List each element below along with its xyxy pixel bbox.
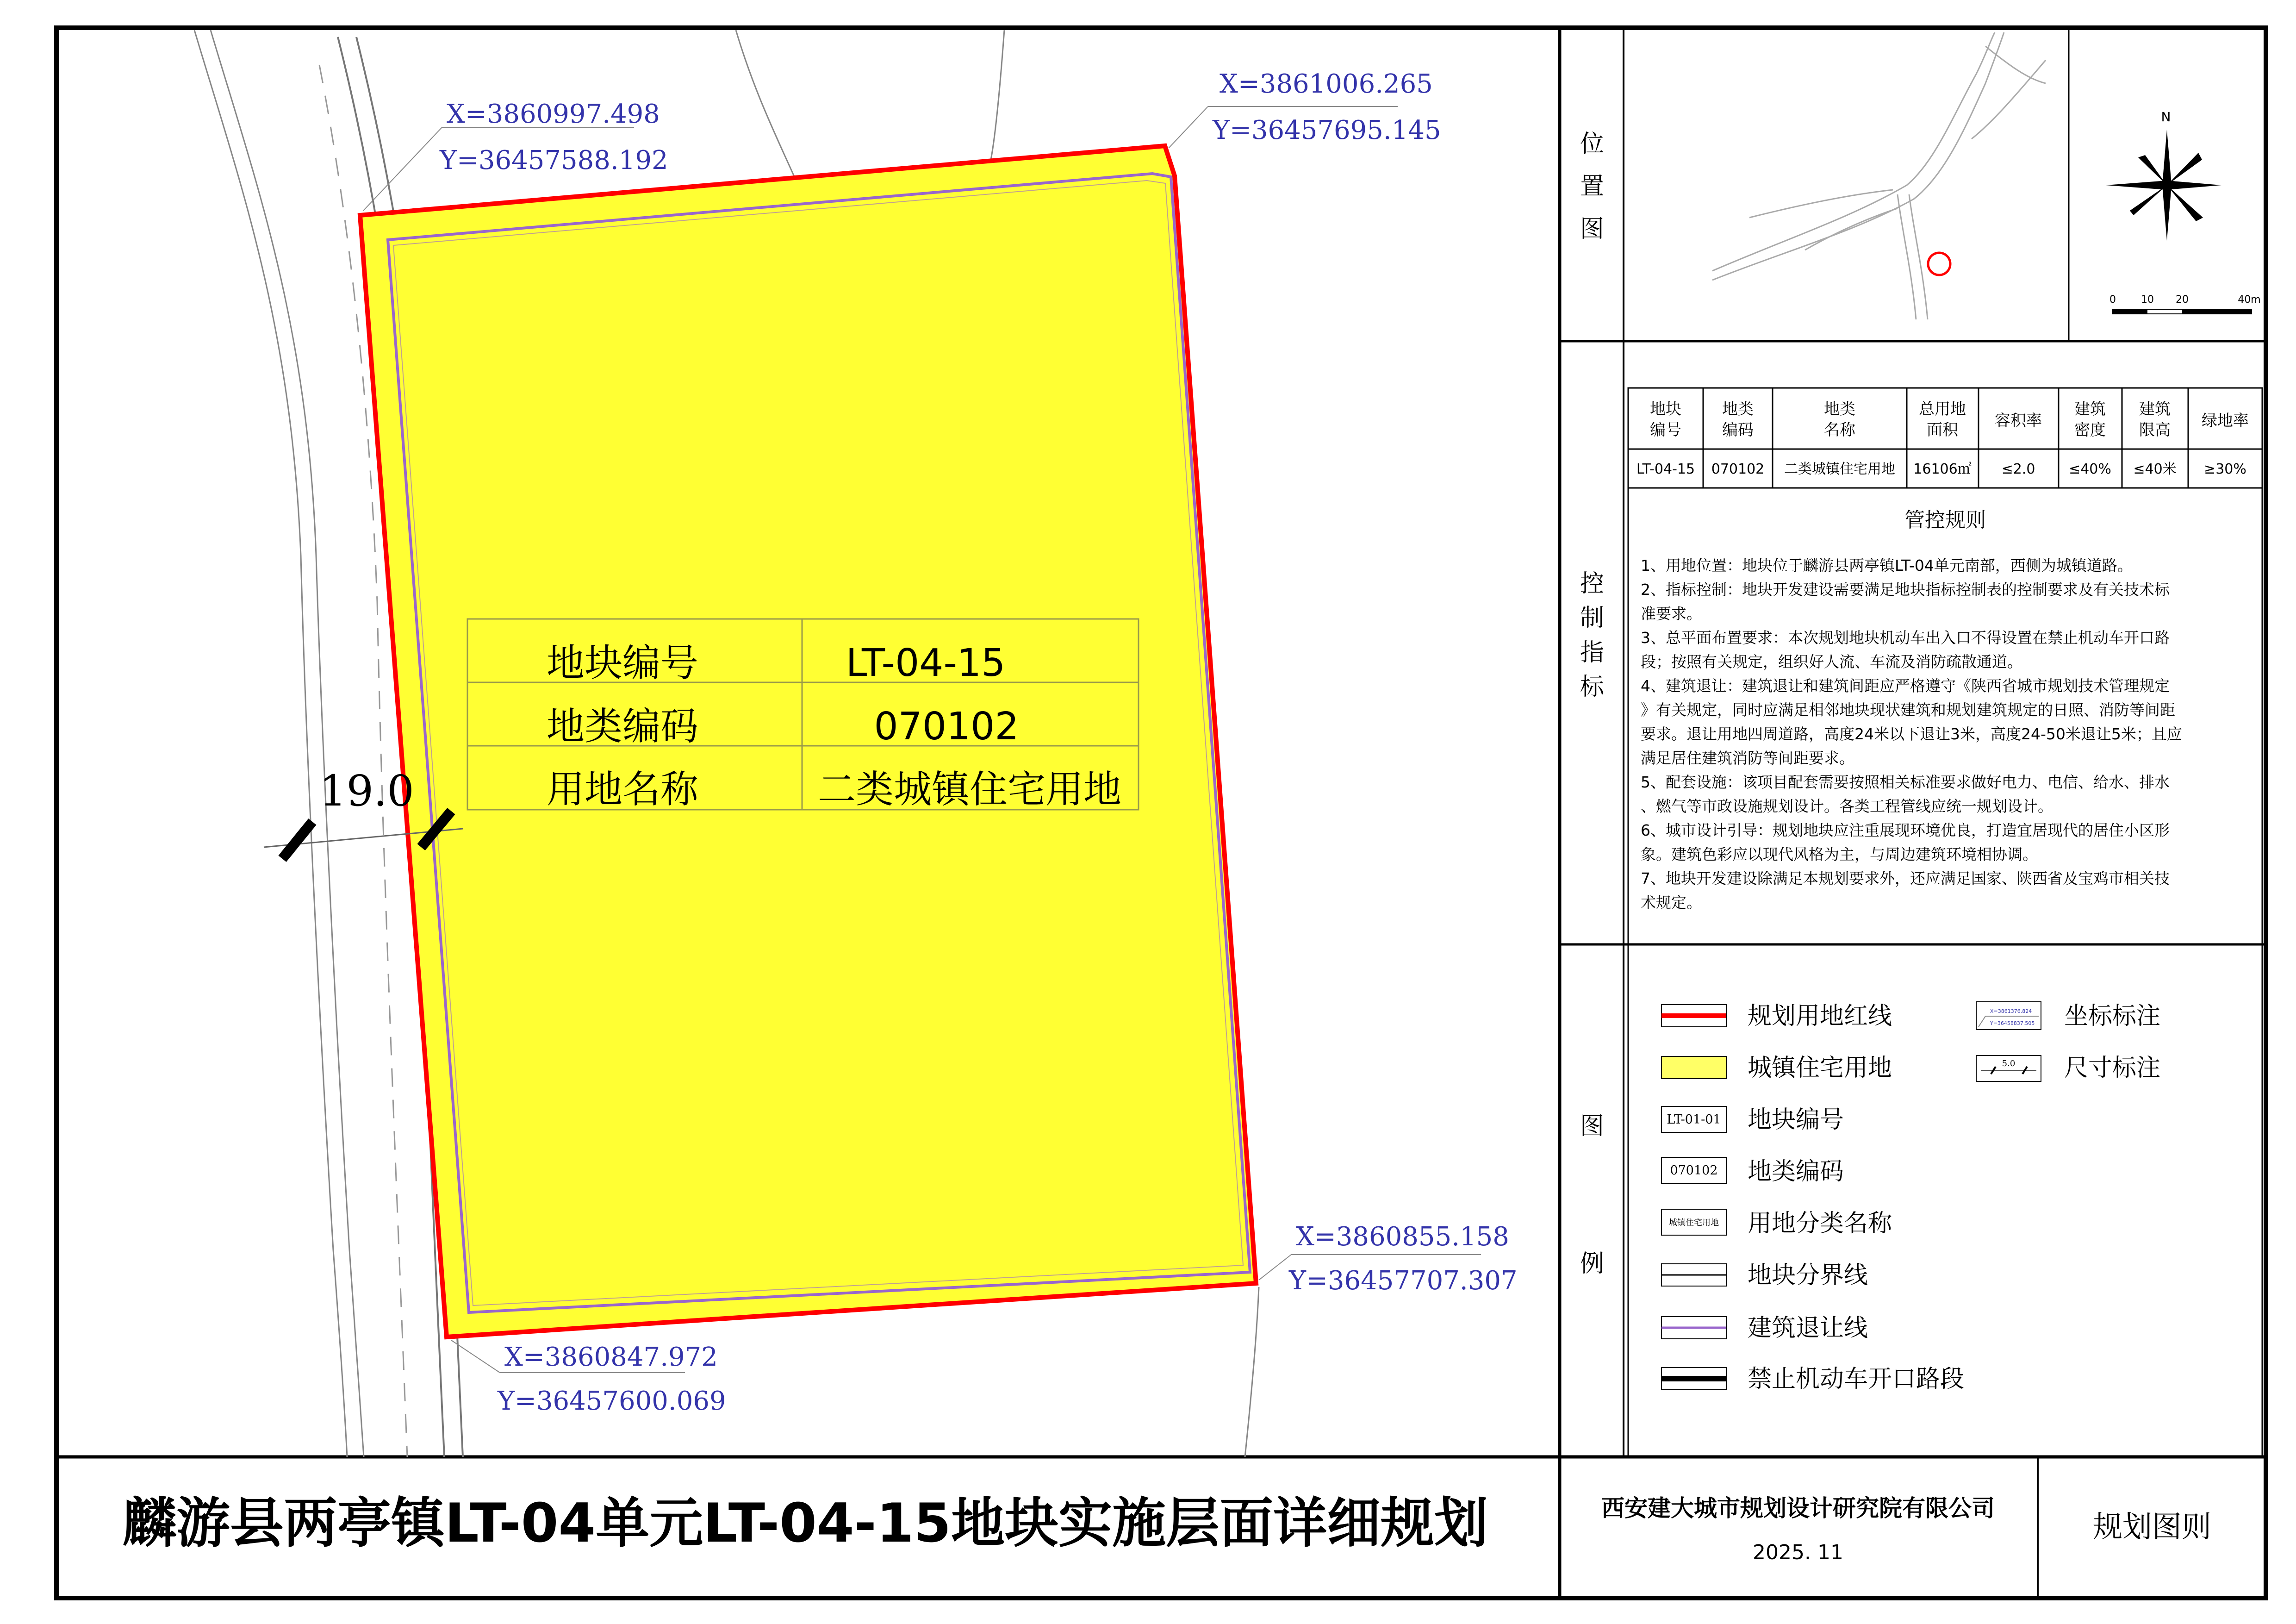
svg-text:Y=36458837.505: Y=36458837.505 bbox=[1990, 1020, 2035, 1026]
indicator-value-height: ≤40米 bbox=[2133, 461, 2177, 477]
svg-text:满足居住建筑消防等间距要求。: 满足居住建筑消防等间距要求。 bbox=[1641, 749, 1854, 767]
coord-sw-x: X=3860847.972 bbox=[504, 1342, 718, 1372]
legend-boundary-label: 地块分界线 bbox=[1748, 1262, 1868, 1289]
parcel-id-icon bbox=[1661, 1106, 1726, 1132]
svg-text:地类: 地类 bbox=[1722, 400, 1754, 418]
svg-text:编号: 编号 bbox=[1650, 421, 1681, 439]
landname-icon bbox=[1661, 1209, 1726, 1235]
svg-text:城镇住宅用地: 城镇住宅用地 bbox=[1669, 1218, 1719, 1228]
legend-setback-label: 建筑退让线 bbox=[1748, 1314, 1868, 1342]
boundary-icon bbox=[1661, 1264, 1726, 1286]
coord-se-y: Y=36457707.307 bbox=[1289, 1266, 1518, 1296]
location-label-3: 图 bbox=[1580, 215, 1605, 243]
rules-title: 管控规则 bbox=[1904, 508, 1986, 532]
svg-text:地块: 地块 bbox=[1650, 400, 1681, 418]
svg-text:容积率: 容积率 bbox=[1995, 412, 2042, 430]
svg-text:准要求。: 准要求。 bbox=[1641, 605, 1702, 623]
svg-text:术规定。: 术规定。 bbox=[1641, 893, 1702, 912]
svg-text:10: 10 bbox=[2141, 294, 2154, 306]
no-access-icon bbox=[1661, 1368, 1726, 1390]
landcode-icon bbox=[1661, 1157, 1726, 1183]
control-label-2: 制 bbox=[1580, 604, 1605, 632]
label-key-code: 地类编码 bbox=[546, 705, 699, 749]
svg-text:20: 20 bbox=[2176, 294, 2189, 306]
location-label-2: 置 bbox=[1580, 173, 1605, 200]
svg-text:6、城市设计引导：规划地块应注重展现环境优良，打造宜居现代的: 6、城市设计引导：规划地块应注重展现环境优良，打造宜居现代的居住小区形 bbox=[1641, 821, 2170, 839]
legend-coord-label: 坐标标注 bbox=[2064, 1002, 2161, 1030]
label-key-id: 地块编号 bbox=[546, 641, 699, 685]
svg-text:3、总平面布置要求：本次规划地块机动车出入口不得设置在禁止机: 3、总平面布置要求：本次规划地块机动车出入口不得设置在禁止机动车开口路 bbox=[1641, 629, 2170, 647]
legend-label-1: 图 bbox=[1580, 1112, 1605, 1140]
sheet-name: 规划图则 bbox=[2093, 1510, 2211, 1544]
coord-ne-y: Y=36457695.145 bbox=[1213, 115, 1441, 145]
svg-text:N: N bbox=[2161, 109, 2171, 125]
label-key-name: 用地名称 bbox=[546, 768, 699, 812]
svg-text:40m: 40m bbox=[2238, 294, 2261, 306]
svg-text:绿地率: 绿地率 bbox=[2202, 412, 2249, 430]
svg-text:象。建筑色彩应以现代风格为主，与周边建筑环境相协调。: 象。建筑色彩应以现代风格为主，与周边建筑环境相协调。 bbox=[1641, 845, 2038, 863]
legend-label-2: 例 bbox=[1580, 1250, 1605, 1278]
svg-text:0: 0 bbox=[2109, 294, 2116, 306]
label-value-name: 二类城镇住宅用地 bbox=[817, 768, 1122, 812]
coord-se-x: X=3860855.158 bbox=[1296, 1222, 1509, 1252]
coord-nw-y: Y=36457588.192 bbox=[440, 145, 668, 175]
parcel-polygon[interactable] bbox=[360, 146, 1256, 1337]
svg-text:名称: 名称 bbox=[1824, 421, 1855, 439]
legend-landname-label: 用地分类名称 bbox=[1748, 1210, 1892, 1237]
svg-text:建筑: 建筑 bbox=[2139, 400, 2171, 418]
svg-text:5、配套设施：该项目配套需要按照相关标准要求做好电力、电信、: 5、配套设施：该项目配套需要按照相关标准要求做好电力、电信、给水、排水 bbox=[1641, 773, 2170, 791]
control-label-1: 控 bbox=[1580, 570, 1605, 598]
dim-icon bbox=[1976, 1056, 2041, 1081]
svg-text:建筑: 建筑 bbox=[2074, 400, 2106, 418]
indicator-value-far: ≤2.0 bbox=[2001, 461, 2035, 477]
legend-landcode-label: 地类编码 bbox=[1748, 1158, 1844, 1186]
width-label: 19.0 bbox=[319, 766, 414, 816]
svg-text:5.0: 5.0 bbox=[2002, 1059, 2016, 1068]
svg-text:》有关规定，同时应满足相邻地块现状建筑和规划建筑规定的日照、: 》有关规定，同时应满足相邻地块现状建筑和规划建筑规定的日照、消防等间距 bbox=[1641, 701, 2175, 719]
legend-parcel-id-label: 地块编号 bbox=[1748, 1106, 1844, 1134]
legend-dim-label: 尺寸标注 bbox=[2064, 1054, 2161, 1082]
coord-sw-y: Y=36457600.069 bbox=[498, 1386, 726, 1416]
drawing-title: 麟游县两亭镇LT-04单元LT-04-15地块实施层面详细规划 bbox=[122, 1492, 1488, 1555]
coord-ne-x: X=3861006.265 bbox=[1220, 69, 1433, 99]
svg-text:7、地块开发建设除满足本规划要求外，还应满足国家、陕西省及宝: 7、地块开发建设除满足本规划要求外，还应满足国家、陕西省及宝鸡市相关技 bbox=[1641, 869, 2170, 887]
coord-nw-x: X=3860997.498 bbox=[447, 99, 660, 129]
svg-text:密度: 密度 bbox=[2074, 421, 2106, 439]
indicator-value-name: 二类城镇住宅用地 bbox=[1784, 461, 1895, 477]
label-value-code: 070102 bbox=[874, 705, 1019, 749]
redline-icon bbox=[1661, 1005, 1726, 1027]
svg-text:编码: 编码 bbox=[1722, 421, 1754, 439]
control-label-4: 标 bbox=[1580, 673, 1605, 701]
svg-text:070102: 070102 bbox=[1670, 1163, 1718, 1178]
svg-text:总用地: 总用地 bbox=[1919, 400, 1966, 418]
coord-icon bbox=[1976, 1002, 2041, 1030]
svg-text:要求。退让用地四周道路，高度24米以下退让3米，高度24-5: 要求。退让用地四周道路，高度24米以下退让3米，高度24-50米退让5米；且应 bbox=[1641, 725, 2182, 743]
setback-icon bbox=[1661, 1317, 1726, 1339]
svg-text:限高: 限高 bbox=[2139, 421, 2171, 439]
svg-text:X=3861376.824: X=3861376.824 bbox=[1990, 1008, 2032, 1014]
svg-text:、燃气等市政设施规划设计。各类工程管线应统一规划设计。: 、燃气等市政设施规划设计。各类工程管线应统一规划设计。 bbox=[1641, 797, 2053, 815]
indicator-value-green: ≥30% bbox=[2204, 461, 2246, 477]
svg-text:地类: 地类 bbox=[1824, 400, 1855, 418]
legend-redline-label: 规划用地红线 bbox=[1748, 1002, 1892, 1030]
svg-text:1、用地位置：地块位于麟游县两亭镇LT-04单元南部，西侧为: 1、用地位置：地块位于麟游县两亭镇LT-04单元南部，西侧为城镇道路。 bbox=[1641, 556, 2133, 575]
indicator-value-code: 070102 bbox=[1711, 461, 1765, 477]
svg-text:段；按照有关规定，组织好人流、车流及消防疏散通道。: 段；按照有关规定，组织好人流、车流及消防疏散通道。 bbox=[1641, 653, 2022, 671]
indicator-value-density: ≤40% bbox=[2069, 461, 2111, 477]
legend-yellow-label: 城镇住宅用地 bbox=[1748, 1054, 1892, 1082]
label-value-id: LT-04-15 bbox=[846, 641, 1006, 685]
legend-no-access-label: 禁止机动车开口路段 bbox=[1748, 1365, 1965, 1393]
svg-text:2、指标控制：地块开发建设需要满足地块指标控制表的控制要求及: 2、指标控制：地块开发建设需要满足地块指标控制表的控制要求及有关技术标 bbox=[1641, 581, 2170, 599]
drawing-date: 2025. 11 bbox=[1753, 1541, 1843, 1564]
svg-text:4、建筑退让：建筑退让和建筑间距应严格遵守《陕西省城市规划技: 4、建筑退让：建筑退让和建筑间距应严格遵守《陕西省城市规划技术管理规定 bbox=[1641, 677, 2170, 695]
indicator-table bbox=[1628, 388, 2262, 488]
indicator-value-id: LT-04-15 bbox=[1636, 461, 1695, 477]
company-name: 西安建大城市规划设计研究院有限公司 bbox=[1601, 1495, 1995, 1522]
indicator-value-area: 16106㎡ bbox=[1913, 461, 1972, 477]
location-label-1: 位 bbox=[1580, 130, 1605, 158]
control-label-3: 指 bbox=[1580, 639, 1605, 667]
svg-text:面积: 面积 bbox=[1927, 421, 1958, 439]
yellow-fill-icon bbox=[1661, 1056, 1726, 1079]
svg-text:LT-01-01: LT-01-01 bbox=[1667, 1112, 1721, 1127]
